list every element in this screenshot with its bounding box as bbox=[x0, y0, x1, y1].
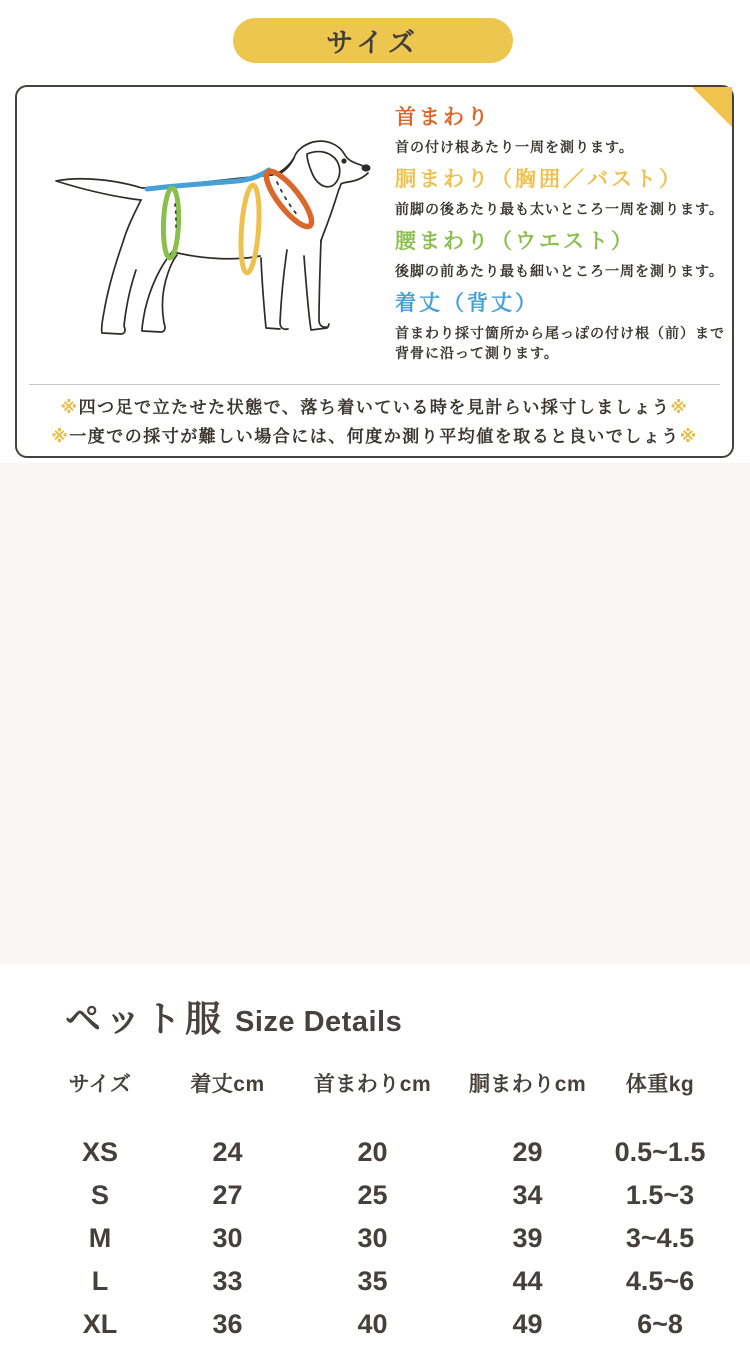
measuring-note-2 bbox=[17, 424, 732, 450]
dog-illustration bbox=[30, 100, 400, 380]
cell-size: XS bbox=[81, 1137, 119, 1167]
cell-size: L bbox=[91, 1266, 109, 1296]
measuring-guide-box bbox=[15, 85, 734, 458]
dog-chest-outline bbox=[321, 189, 339, 242]
cell-weight: 0.5~1.5 bbox=[614, 1137, 706, 1167]
measure-title-neck: 首まわり bbox=[395, 106, 491, 129]
dog-eye bbox=[341, 158, 346, 163]
table-row-xl bbox=[40, 1303, 715, 1346]
column-header-length: 着丈cm bbox=[190, 1073, 265, 1096]
measuring-note-1 bbox=[17, 395, 732, 421]
cell-neck: 25 bbox=[357, 1180, 388, 1210]
note-marker-icon: ※ bbox=[60, 398, 79, 417]
table-row-s bbox=[40, 1174, 715, 1217]
corner-fold-decoration bbox=[692, 87, 732, 127]
dog-nose bbox=[362, 164, 371, 171]
dog-ear bbox=[307, 152, 340, 187]
cell-neck: 30 bbox=[357, 1223, 388, 1253]
measure-desc-length: 首まわり採寸箇所から尾っぽの付け根（前）まで背骨に沿って測ります。 bbox=[395, 325, 725, 361]
cell-weight: 1.5~3 bbox=[625, 1180, 695, 1210]
dog-rear-leg-far bbox=[102, 200, 141, 334]
neck-measure-line bbox=[260, 166, 318, 233]
column-header-size: サイズ bbox=[68, 1073, 132, 1096]
dog-rear-leg-near bbox=[142, 251, 177, 332]
guide-divider bbox=[29, 384, 720, 385]
note-marker-icon: ※ bbox=[670, 398, 689, 417]
dog-front-leg-near bbox=[304, 240, 329, 330]
cell-chest: 29 bbox=[512, 1137, 543, 1167]
section-badge-label: サイズ bbox=[326, 28, 420, 58]
measure-desc-chest: 前脚の後あたり最も太いところ一周を測ります。 bbox=[395, 201, 724, 217]
cell-length: 24 bbox=[212, 1137, 243, 1167]
size-table-section bbox=[0, 463, 750, 1339]
measure-title-waist: 腰まわり（ウエスト） bbox=[395, 230, 635, 253]
dog-belly-outline bbox=[173, 252, 260, 259]
measurement-definitions bbox=[395, 105, 733, 373]
size-table-title bbox=[65, 991, 402, 1042]
cell-neck: 40 bbox=[357, 1309, 388, 1339]
column-header-weight: 体重kg bbox=[625, 1073, 695, 1096]
section-badge bbox=[233, 18, 513, 63]
note-text-2: 一度での採寸が難しい場合には、何度か測り平均値を取ると良いでしょう bbox=[69, 427, 680, 446]
size-table-header-row bbox=[40, 1067, 715, 1099]
measure-title-chest: 胴まわり（胸囲／バスト） bbox=[395, 168, 683, 191]
cell-chest: 34 bbox=[512, 1180, 543, 1210]
dog-front-leg-far bbox=[261, 250, 288, 329]
measure-desc-waist: 後脚の前あたり最も細いところ一周を測ります。 bbox=[395, 263, 724, 279]
cell-neck: 20 bbox=[357, 1137, 388, 1167]
dog-jaw-outline bbox=[339, 173, 368, 189]
note-marker-icon: ※ bbox=[679, 427, 698, 446]
size-table-title-en: Size Details bbox=[235, 1006, 403, 1038]
cell-size: XL bbox=[82, 1309, 118, 1339]
note-marker-icon: ※ bbox=[51, 427, 70, 446]
table-row-xs bbox=[40, 1131, 715, 1174]
cell-length: 36 bbox=[212, 1309, 243, 1339]
table-row-l bbox=[40, 1260, 715, 1303]
cell-chest: 39 bbox=[512, 1223, 543, 1253]
cell-weight: 6~8 bbox=[637, 1309, 683, 1339]
cell-weight: 3~4.5 bbox=[625, 1223, 695, 1253]
cell-length: 27 bbox=[212, 1180, 243, 1210]
note-text-1: 四つ足で立たせた状態で、落ち着いている時を見計らい採寸しましょう bbox=[78, 398, 671, 417]
cell-size: S bbox=[90, 1180, 109, 1210]
cell-size: M bbox=[88, 1223, 112, 1253]
size-table-title-jp: ペット服 bbox=[65, 998, 226, 1039]
measure-desc-neck: 首の付け根あたり一周を測ります。 bbox=[395, 139, 634, 155]
measure-title-length: 着丈（背丈） bbox=[395, 292, 539, 315]
cell-length: 33 bbox=[212, 1266, 243, 1296]
cell-neck: 35 bbox=[357, 1266, 388, 1296]
cell-weight: 4.5~6 bbox=[625, 1266, 695, 1296]
table-row-m bbox=[40, 1217, 715, 1260]
column-header-neck: 首まわりcm bbox=[313, 1073, 432, 1096]
chest-measure-line bbox=[238, 185, 261, 274]
cell-chest: 44 bbox=[512, 1266, 543, 1296]
cell-length: 30 bbox=[212, 1223, 243, 1253]
size-table-body bbox=[0, 1131, 750, 1346]
cell-chest: 49 bbox=[512, 1309, 543, 1339]
waist-measure-line bbox=[162, 188, 179, 258]
column-header-chest: 胴まわりcm bbox=[468, 1073, 587, 1096]
